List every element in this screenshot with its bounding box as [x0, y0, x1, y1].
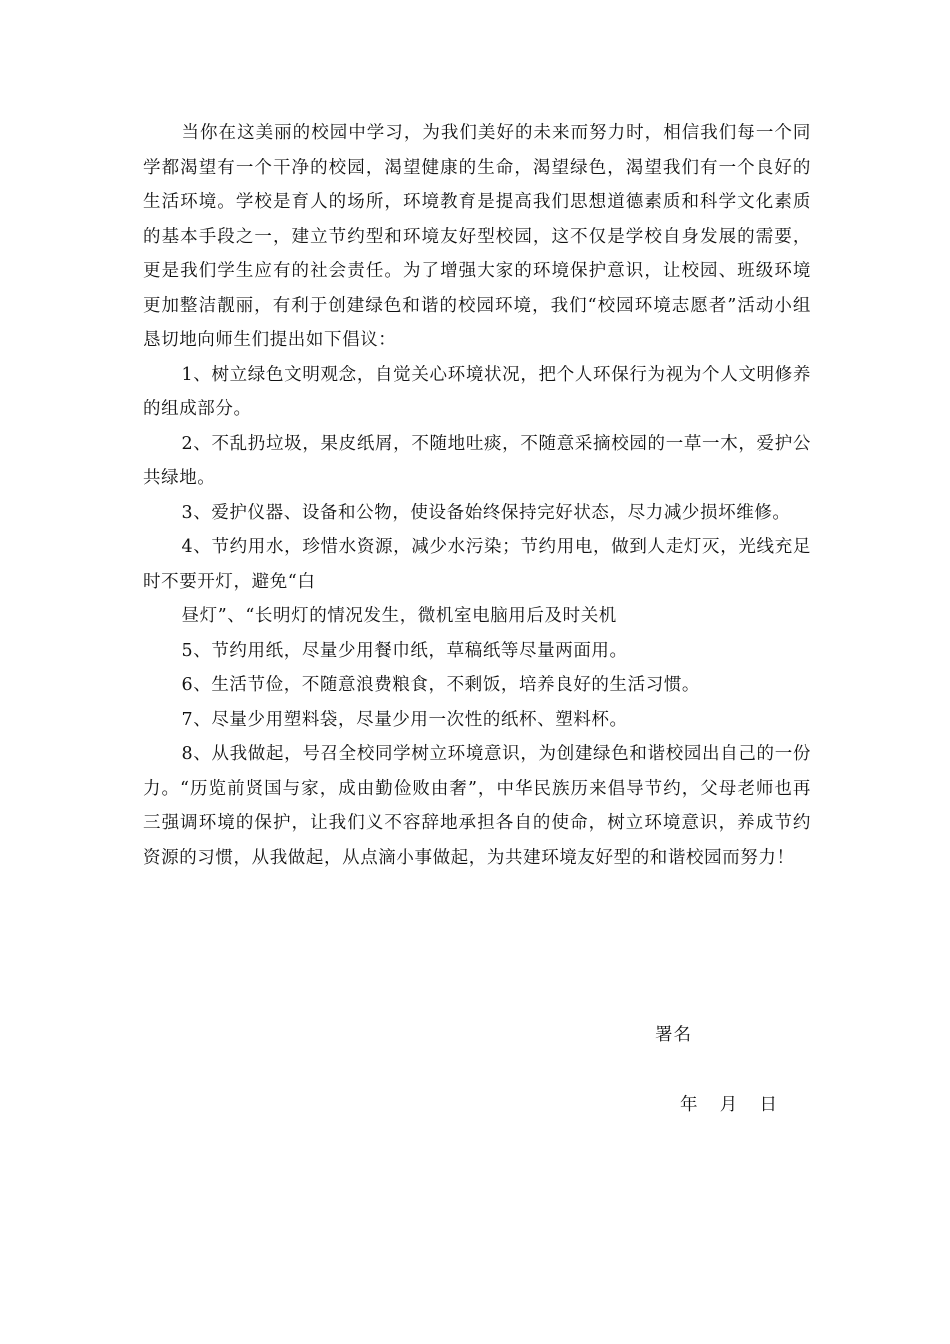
- proposal-item-4-continued: 昼灯”、“长明灯的情况发生，微机室电脑用后及时关机: [181, 606, 617, 626]
- proposal-item-1: 1、树立绿色文明观念，自觉关心环境状况，把个人环保行为视为个人文明修养的组成部分。: [143, 364, 811, 419]
- proposal-item-5: 5、节约用纸，尽量少用餐巾纸，草稿纸等尽量两面用。: [181, 640, 628, 661]
- proposal-item-2: 2、不乱扔垃圾，果皮纸屑，不随地吐痰，不随意采摘校园的一草一木，爱护公共绿地。: [143, 433, 811, 488]
- intro-paragraph: 当你在这美丽的校园中学习，为我们美好的未来而努力时，相信我们每一个同学都渴望有一个干净的校园，渴望健康的生命，渴望绿色，渴望我们有一个良好的生活环境。学校是育人的场所，环境教育是提高我们思想道德素质和科学文化素质的基本手段之一，建立节约型和环境友好型校园，这不仅是学校自身发展的需要，更是我们学生应有的社会责任。为了增强大家的环境保护意识，让校园、班级环境更加整洁靓丽，有利于创建绿色和谐的校园环境，我们“校园环境志愿者”活动小组恳切地向师生们提出如下倡议：: [143, 123, 811, 350]
- proposal-item-3: 3、爱护仪器、设备和公物，使设备始终保持完好状态，尽力减少损坏维修。: [181, 502, 791, 523]
- proposal-item-4: 4、节约用水，珍惜水资源，减少水污染；节约用电，做到人走灯灭，光线充足时不要开灯，避免“白: [143, 537, 811, 592]
- proposal-body: [143, 116, 811, 875]
- proposal-item-6: 6、生活节俭，不随意浪费粮食，不剩饭，培养良好的生活习惯。: [181, 675, 701, 695]
- signature-label: 署名: [655, 1025, 692, 1045]
- proposal-item-8: 8、从我做起，号召全校同学树立环境意识，为创建绿色和谐校园出自己的一份力。“历览前贤国与家，成由勤俭败由奢”，中华民族历来倡导节约，父母老师也再三强调环境的保护，让我们义不容辞地承担各自的使命，树立环境意识，养成节约资源的习惯，从我做起，从点滴小事做起，为共建环境友好型的和谐校园而努力！: [143, 744, 811, 868]
- proposal-item-7: 7、尽量少用塑料袋，尽量少用一次性的纸杯、塑料杯。: [181, 709, 628, 730]
- date-label: 年 月 日: [680, 1095, 778, 1115]
